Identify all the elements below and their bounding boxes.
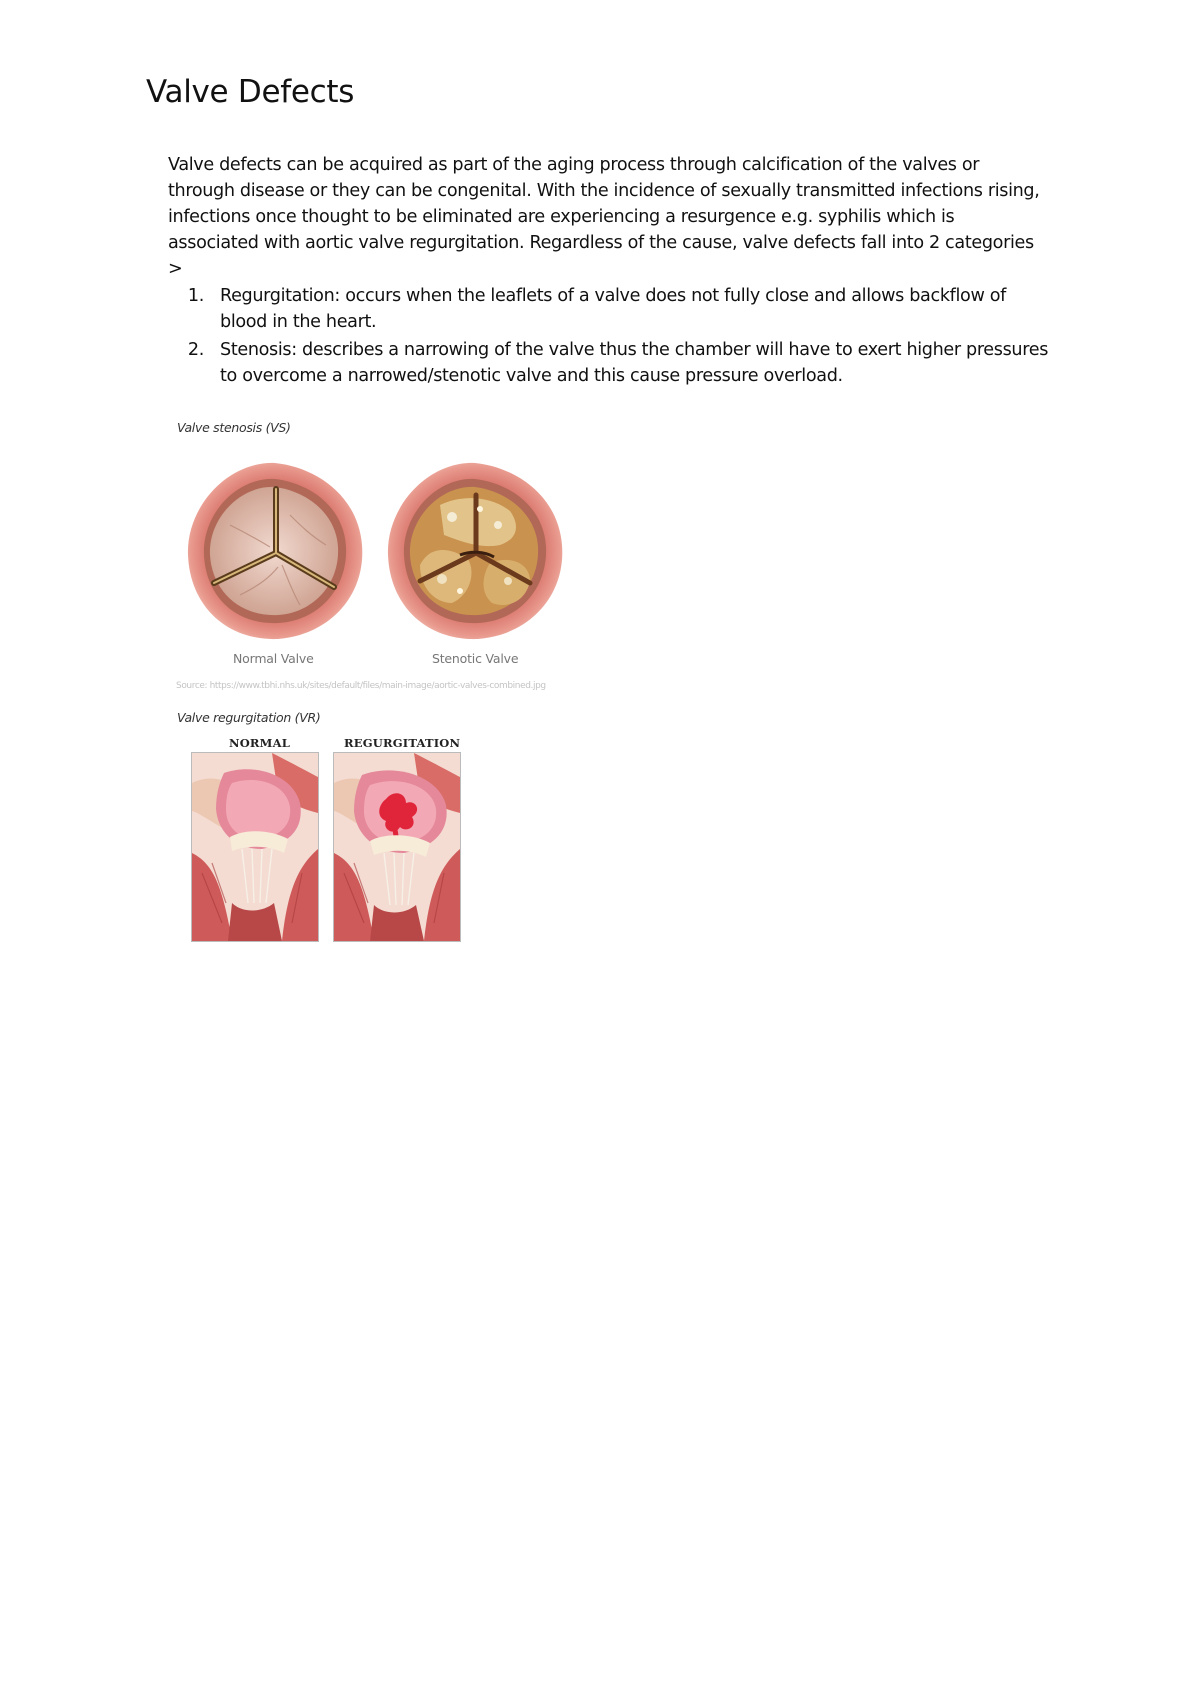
body-text (168, 152, 1048, 389)
defect-categories-list (168, 283, 1048, 389)
list-item-number: 2. (187, 340, 204, 360)
normal-heart-panel (191, 752, 319, 942)
page-title: Valve Defects (146, 74, 355, 110)
regurgitation-figure-label: Valve regurgitation (VR) (177, 710, 321, 725)
stenosis-figure-label: Valve stenosis (VS) (177, 420, 291, 435)
normal-valve-illustration (180, 455, 370, 645)
list-item (168, 283, 1048, 335)
stenotic-valve-illustration (380, 455, 570, 645)
regurgitation-heart-panel (333, 752, 461, 942)
image-source-caption: Source: https://www.tbhi.nhs.uk/sites/default/files/main-image/aortic-valves-combined.jpg (176, 681, 546, 691)
list-item-text: Regurgitation: occurs when the leaflets of a valve does not fully close and allows backflow of blood in the heart. (220, 286, 1006, 332)
stenotic-valve-caption: Stenotic Valve (432, 651, 519, 666)
list-item (168, 337, 1048, 389)
regurgitation-panel-caption: REGURGITATION (344, 736, 461, 750)
list-item-number: 1. (187, 286, 204, 306)
list-item-text: Stenosis: describes a narrowing of the valve thus the chamber will have to exert higher pressures to overcome a narrowed/stenotic valve and this cause pressure overload. (220, 340, 1049, 386)
normal-heart-illustration (192, 753, 318, 941)
normal-panel-caption: NORMAL (229, 736, 291, 750)
regurgitation-heart-illustration (334, 753, 460, 941)
normal-valve-caption: Normal Valve (233, 651, 314, 666)
intro-paragraph: Valve defects can be acquired as part of the aging process through calcification of the valves or through disease or they can be congenital. With the incidence of sexually transmitted infections rising, infections once thought to be eliminated are experiencing a resurgence e.g. syphilis which is associated with aortic valve regurgitation. Regardless of the cause, valve defects fall into 2 categories > (168, 155, 1040, 279)
